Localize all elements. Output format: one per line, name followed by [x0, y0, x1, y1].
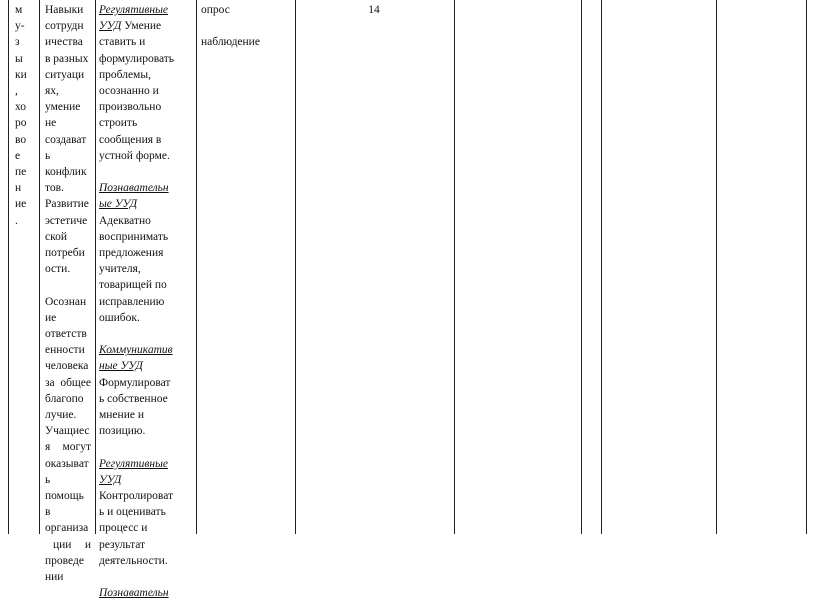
- paragraph-gap: [99, 164, 183, 180]
- text-line: ответств: [45, 328, 87, 341]
- text-line: пе: [15, 166, 27, 179]
- text-line: ие: [15, 198, 27, 211]
- text-line: [45, 439, 91, 455]
- uud-heading: УУД: [99, 20, 122, 33]
- word: я: [45, 441, 51, 454]
- text-line: формулировать: [99, 52, 175, 65]
- paragraph-gap: [99, 569, 183, 585]
- text-line: ичества: [45, 36, 83, 49]
- grid-line: [601, 0, 602, 534]
- text-line: тов.: [45, 182, 64, 195]
- text-line: [99, 18, 183, 34]
- text-line: Контролироват: [99, 490, 174, 503]
- text-line: не: [45, 117, 57, 130]
- text-line: воспринимать: [99, 230, 169, 243]
- text-line: ,: [15, 85, 18, 98]
- text-line: во: [15, 133, 27, 146]
- text-line: [45, 375, 91, 391]
- grid-line: [95, 0, 96, 534]
- grid-line: [295, 0, 296, 534]
- text-line: сообщения в: [99, 133, 162, 146]
- paragraph-gap: [99, 326, 183, 342]
- text-line: Адекватно: [99, 214, 151, 227]
- text-line: ях,: [45, 85, 59, 98]
- grid-line: [581, 0, 582, 534]
- text-line: ситуаци: [45, 68, 85, 81]
- paragraph-gap: [99, 439, 183, 455]
- text-line: ставить и: [99, 36, 146, 49]
- grid-line: [196, 0, 197, 534]
- number-cell: 14: [368, 4, 380, 16]
- uud-heading: Регулятивные: [99, 457, 168, 470]
- skills-cell: [45, 2, 91, 585]
- text-line: м: [15, 4, 23, 16]
- uud-heading: Коммуникатив: [99, 344, 173, 357]
- text-line: нии: [45, 571, 64, 584]
- text-line: проведе: [45, 554, 84, 567]
- text-line: в разных: [45, 52, 89, 65]
- text-line: ь и оценивать: [99, 506, 166, 519]
- grid-line: [716, 0, 717, 534]
- text-line: эстетиче: [45, 214, 88, 227]
- text-line: устной форме.: [99, 149, 170, 162]
- text-line: Учащиес: [45, 425, 90, 438]
- control-cell: [201, 2, 281, 51]
- text-line: проблемы,: [99, 68, 151, 81]
- text-line: ы: [15, 52, 23, 65]
- text-line: ь собственное: [99, 392, 168, 405]
- text-line: хо: [15, 101, 27, 114]
- text-line: произвольно: [99, 101, 162, 114]
- paragraph-gap: [201, 18, 281, 34]
- text-line: организа: [45, 522, 89, 535]
- text-line: осознанно и: [99, 85, 159, 98]
- text-line: ской: [45, 230, 68, 243]
- text-line: оказыват: [45, 457, 89, 470]
- word: и: [84, 538, 91, 551]
- uud-heading: ые УУД: [99, 198, 138, 211]
- text-line: создават: [45, 133, 87, 146]
- grid-line: [454, 0, 455, 534]
- text-line: помощь: [45, 490, 84, 503]
- text-line: предложения: [99, 247, 164, 260]
- text-line: в: [45, 506, 51, 519]
- text-line: е: [15, 149, 21, 162]
- text-line: деятельности.: [99, 554, 168, 567]
- grid-line: [806, 0, 807, 534]
- uud-heading: Познавательн: [99, 587, 169, 600]
- text-line: процесс и: [99, 522, 148, 535]
- grid-line: [8, 0, 9, 534]
- text-line: умение: [45, 101, 81, 114]
- word: могут: [62, 441, 91, 454]
- subject-cell: [15, 2, 33, 229]
- word: ции: [53, 538, 72, 551]
- text-line: енности: [45, 344, 85, 357]
- text-line: у-: [15, 20, 25, 33]
- text-line: з: [15, 36, 20, 49]
- text-line: потреби: [45, 247, 85, 260]
- uud-heading: Регулятивные: [99, 4, 168, 16]
- text-line: строить: [99, 117, 138, 130]
- text-line: ки: [15, 68, 27, 81]
- text-line: Развитие: [45, 198, 89, 211]
- text-line: ро: [15, 117, 27, 130]
- text-line: учителя,: [99, 263, 141, 276]
- word: общее: [60, 376, 91, 389]
- text-line: сотрудн: [45, 20, 84, 33]
- text-line: ь: [45, 473, 51, 486]
- text-line: Осознан: [45, 295, 87, 308]
- text-line: лучие.: [45, 409, 77, 422]
- word: Умение: [124, 20, 162, 33]
- text-line: Формулироват: [99, 376, 171, 389]
- paragraph-gap: [45, 277, 91, 293]
- uud-heading: ные УУД: [99, 360, 143, 373]
- text-line: ости.: [45, 263, 71, 276]
- text-line: ь: [45, 149, 51, 162]
- text-line: человека: [45, 360, 89, 373]
- uud-cell: [99, 2, 183, 601]
- text-line: конфлик: [45, 166, 87, 179]
- text-line: ие: [45, 311, 57, 324]
- text-line: позицию.: [99, 425, 146, 438]
- grid-line: [39, 0, 40, 534]
- text-line: мнение и: [99, 409, 144, 422]
- text-line: благопо: [45, 392, 84, 405]
- text-line: ошибок.: [99, 311, 140, 324]
- text-line: наблюдение: [201, 36, 260, 49]
- text-line: опрос: [201, 4, 230, 16]
- text-line: [45, 537, 91, 553]
- text-line: Навыки: [45, 4, 84, 16]
- word: за: [45, 376, 55, 389]
- text-line: н: [15, 182, 22, 195]
- uud-heading: Познавательн: [99, 182, 169, 195]
- text-line: результат: [99, 538, 146, 551]
- text-line: товарищей по: [99, 279, 167, 292]
- text-line: .: [15, 214, 18, 227]
- uud-heading: УУД: [99, 473, 122, 486]
- text-line: исправлению: [99, 295, 165, 308]
